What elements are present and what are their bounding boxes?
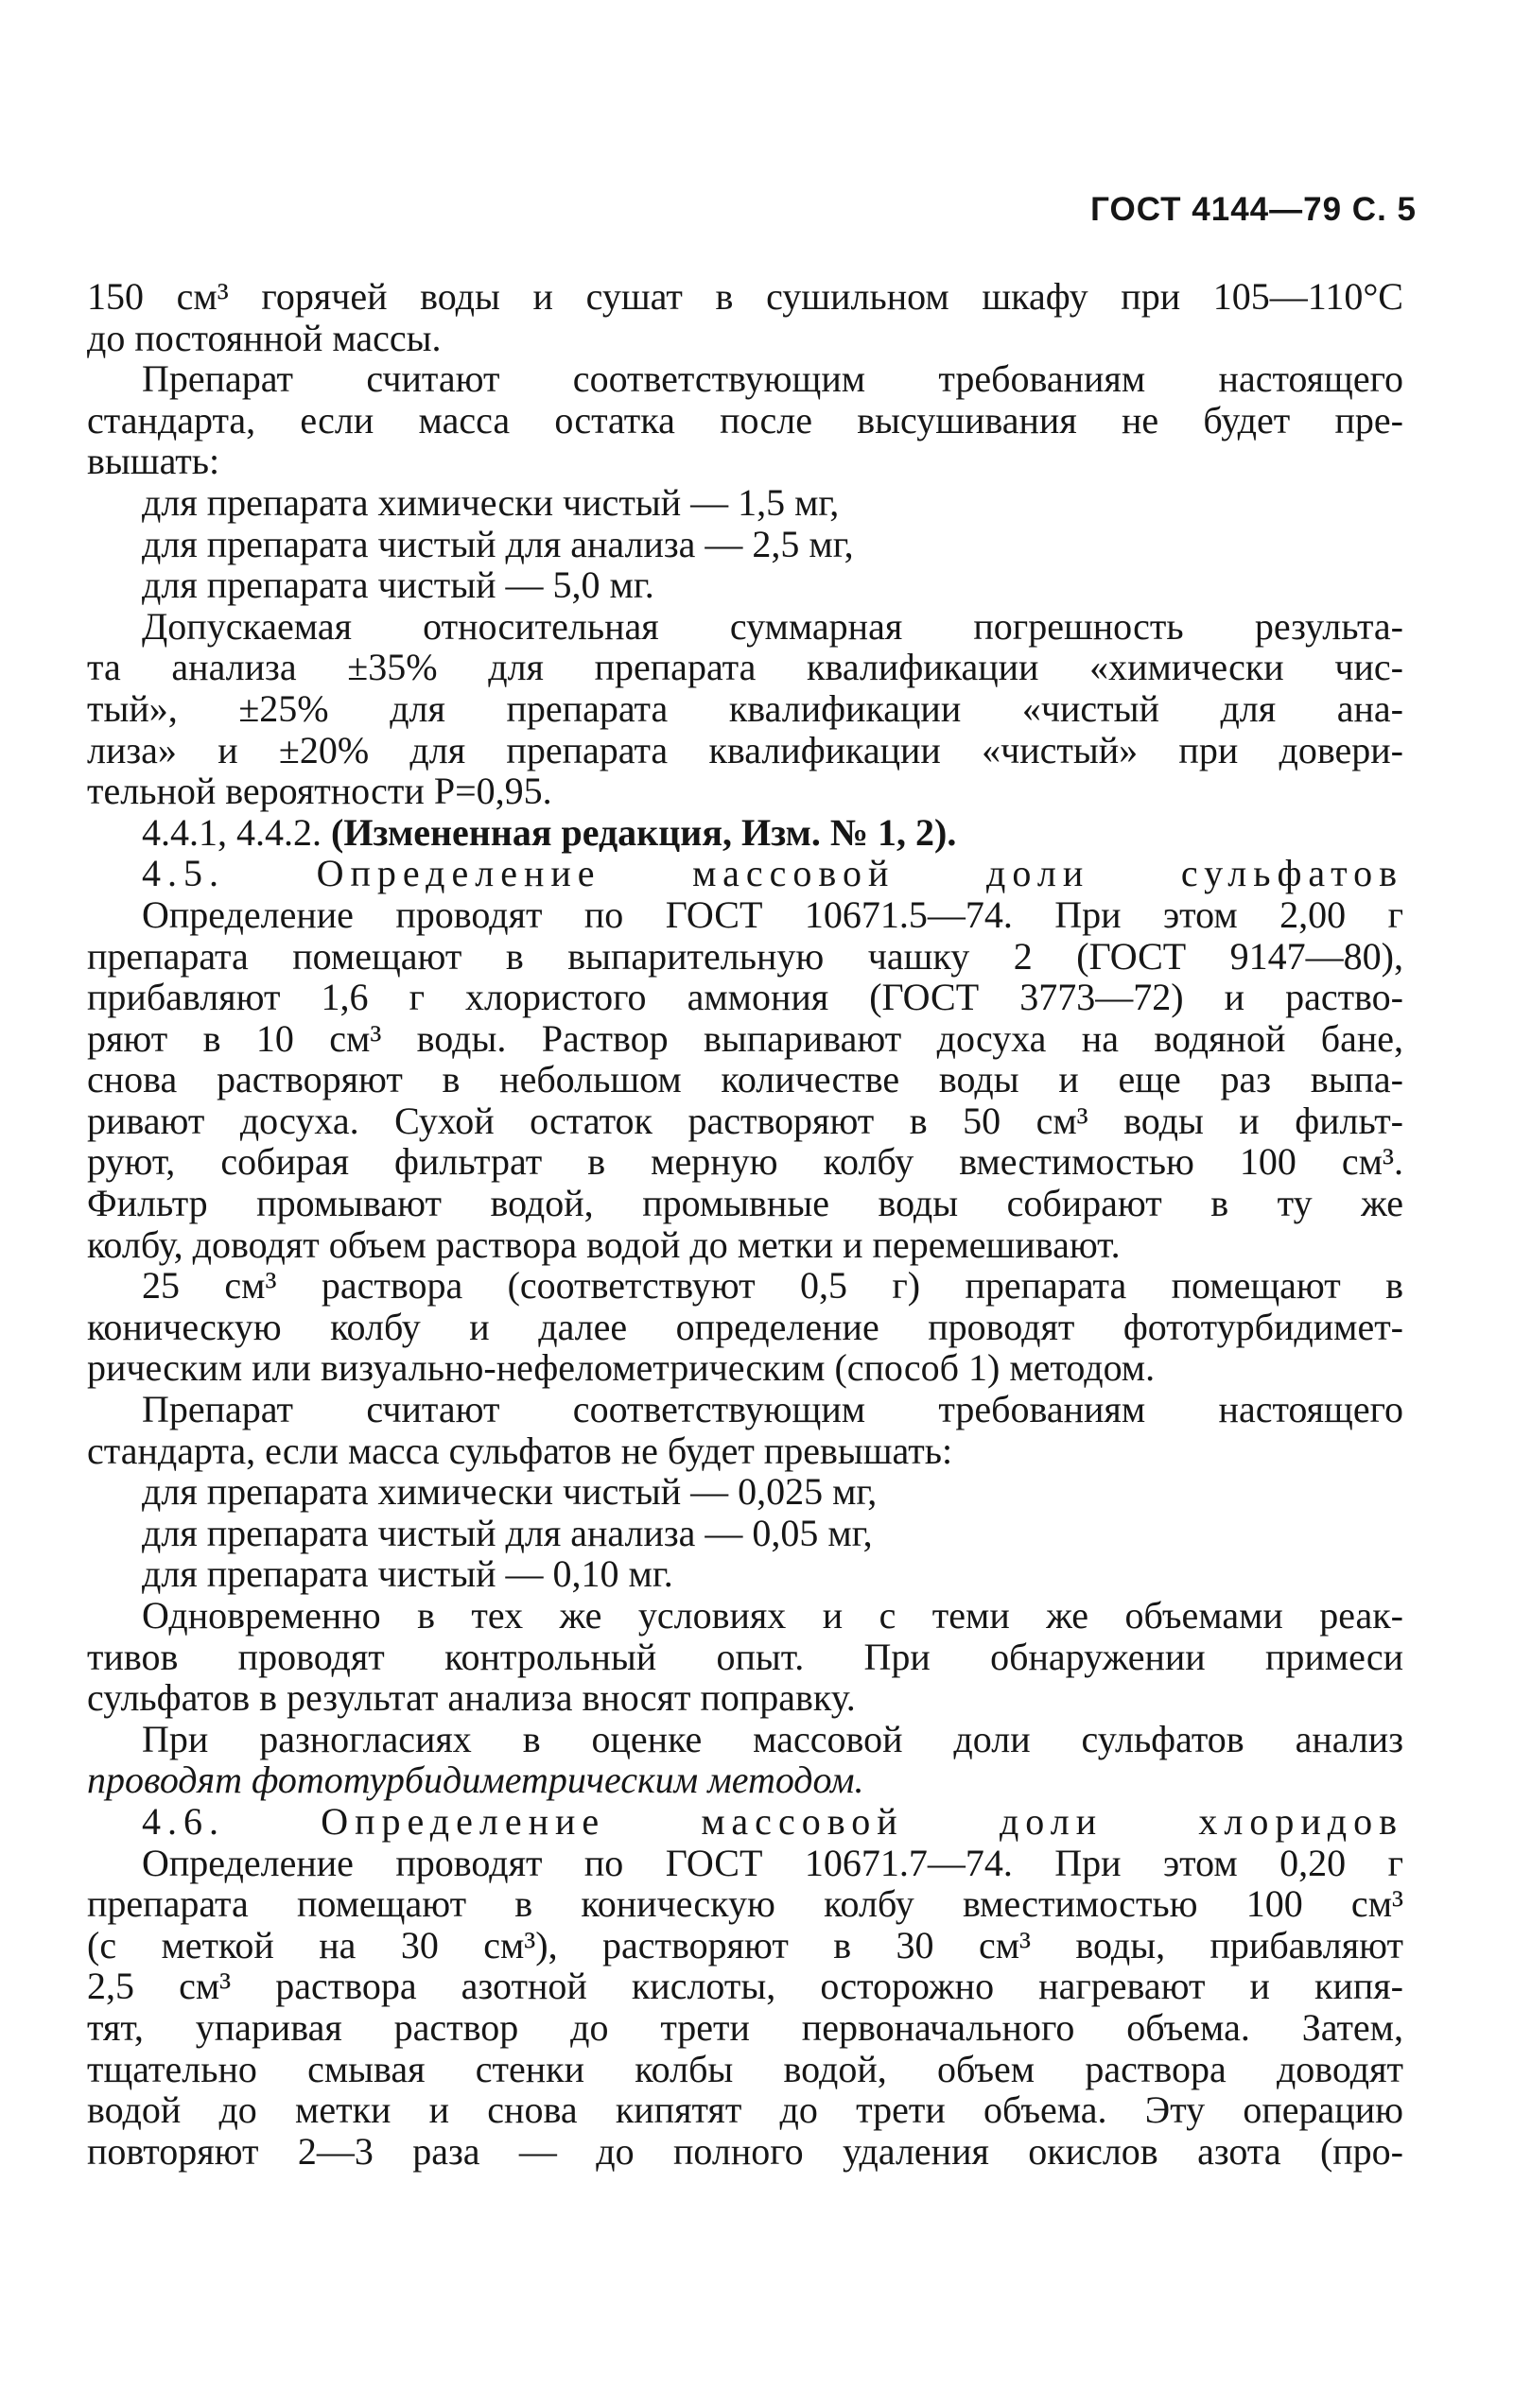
text-line: проводят фототурбидиметрическим методом. — [87, 1758, 864, 1802]
text-line: ряют в 10 см³ воды. Раствор выпаривают досуха на водяной бане, — [87, 1016, 1403, 1060]
text-line: тщательно смывая стенки колбы водой, объем раствора доводят — [87, 2047, 1403, 2090]
text-line: тивов проводят контрольный опыт. При обнаружении примеси — [87, 1635, 1403, 1678]
body-text — [87, 276, 1403, 2172]
text-line: препарата помещают в коническую колбу вместимостью 100 см³ — [87, 1882, 1403, 1926]
list-item: для препарата чистый — 0,10 мг. — [142, 1552, 673, 1596]
text-line: снова растворяют в небольшом количестве воды и еще раз выпа- — [87, 1058, 1403, 1101]
text-line: руют, собирая фильтрат в мерную колбу вместимостью 100 см³. — [87, 1140, 1403, 1184]
text-line: Препарат считают соответствующим требованиям настоящего — [142, 1388, 1403, 1431]
section-heading: 4.6. Определение массовой доли хлоридов — [142, 1799, 1403, 1843]
text-line: ривают досуха. Сухой остаток растворяют в 50 см³ воды и фильт- — [87, 1099, 1403, 1142]
text-line: 150 см³ горячей воды и сушат в сушильном шкафу при 105—110°С — [87, 275, 1403, 318]
running-head: ГОСТ 4144—79 С. 5 — [1090, 191, 1417, 228]
text-line: тят, упаривая раствор до трети первоначального объема. Затем, — [87, 2005, 1403, 2049]
text-line: та анализа ±35% для препарата квалификации «химически чис- — [87, 646, 1403, 689]
text-line: стандарта, если масса сульфатов не будет превышать: — [87, 1429, 953, 1472]
text-line: Фильтр промывают водой, промывные воды собирают в ту же — [87, 1182, 1403, 1225]
text-line: повторяют 2—3 раза — до полного удаления окислов азота (про- — [87, 2129, 1403, 2173]
text-line: Определение проводят по ГОСТ 10671.5—74. При этом 2,00 г — [142, 892, 1403, 936]
text-line: рическим или визуально-нефелометрическим (способ 1) методом. — [87, 1346, 1156, 1390]
text-line: тый», ±25% для препарата квалификации «чистый для ана- — [87, 686, 1403, 730]
text-line: лиза» и ±20% для препарата квалификации «чистый» при довери- — [87, 728, 1403, 771]
clause-numbers: 4.4.1, 4.4.2. — [142, 810, 322, 854]
text-line: стандарта, если масса остатка после высушивания не будет пре- — [87, 398, 1403, 442]
list-item: для препарата чистый для анализа — 0,05 мг, — [142, 1511, 873, 1554]
text-line: коническую колбу и далее определение проводят фототурбидимет- — [87, 1305, 1403, 1348]
text-line: сульфатов в результат анализа вносят поправку. — [87, 1676, 856, 1720]
text-line: 25 см³ раствора (соответствуют 0,5 г) препарата помещают в — [142, 1264, 1403, 1308]
text-line: колбу, доводят объем раствора водой до метки и перемешивают. — [87, 1222, 1121, 1266]
list-item: для препарата чистый — 5,0 мг. — [142, 563, 654, 607]
list-item: для препарата чистый для анализа — 2,5 мг, — [142, 522, 854, 565]
text-line: Допускаемая относительная суммарная погрешность результа- — [142, 604, 1403, 648]
text-line: 2,5 см³ раствора азотной кислоты, осторожно нагревают и кипя- — [87, 1965, 1403, 2008]
list-item: для препарата химически чистый — 1,5 мг, — [142, 480, 840, 524]
text-line: до постоянной массы. — [87, 316, 442, 359]
text-line: Одновременно в тех же условиях и с теми же объемами реак- — [142, 1594, 1403, 1637]
section-heading: 4.5. Определение массовой доли сульфатов — [142, 852, 1403, 895]
amendment-note — [87, 812, 1403, 854]
text-line: Определение проводят по ГОСТ 10671.7—74. При этом 0,20 г — [142, 1841, 1403, 1884]
text-line: прибавляют 1,6 г хлористого аммония (ГОСТ 3773—72) и раство- — [87, 976, 1403, 1019]
amendment-text: (Измененная редакция, Изм. № 1, 2). — [331, 810, 957, 854]
text-line: (с меткой на 30 см³), растворяют в 30 см³ воды, прибавляют — [87, 1923, 1403, 1966]
text-line: тельной вероятности P=0,95. — [87, 770, 552, 813]
text-line: При разногласиях в оценке массовой доли сульфатов анализ — [142, 1717, 1403, 1760]
text-line: водой до метки и снова кипятят до трети объема. Эту операцию — [87, 2088, 1403, 2132]
text-line: препарата помещают в выпарительную чашку 2 (ГОСТ 9147—80), — [87, 934, 1403, 978]
text-line: вышать: — [87, 440, 220, 483]
list-item: для препарата химически чистый — 0,025 мг, — [142, 1470, 878, 1514]
text-line: Препарат считают соответствующим требованиям настоящего — [142, 357, 1403, 401]
